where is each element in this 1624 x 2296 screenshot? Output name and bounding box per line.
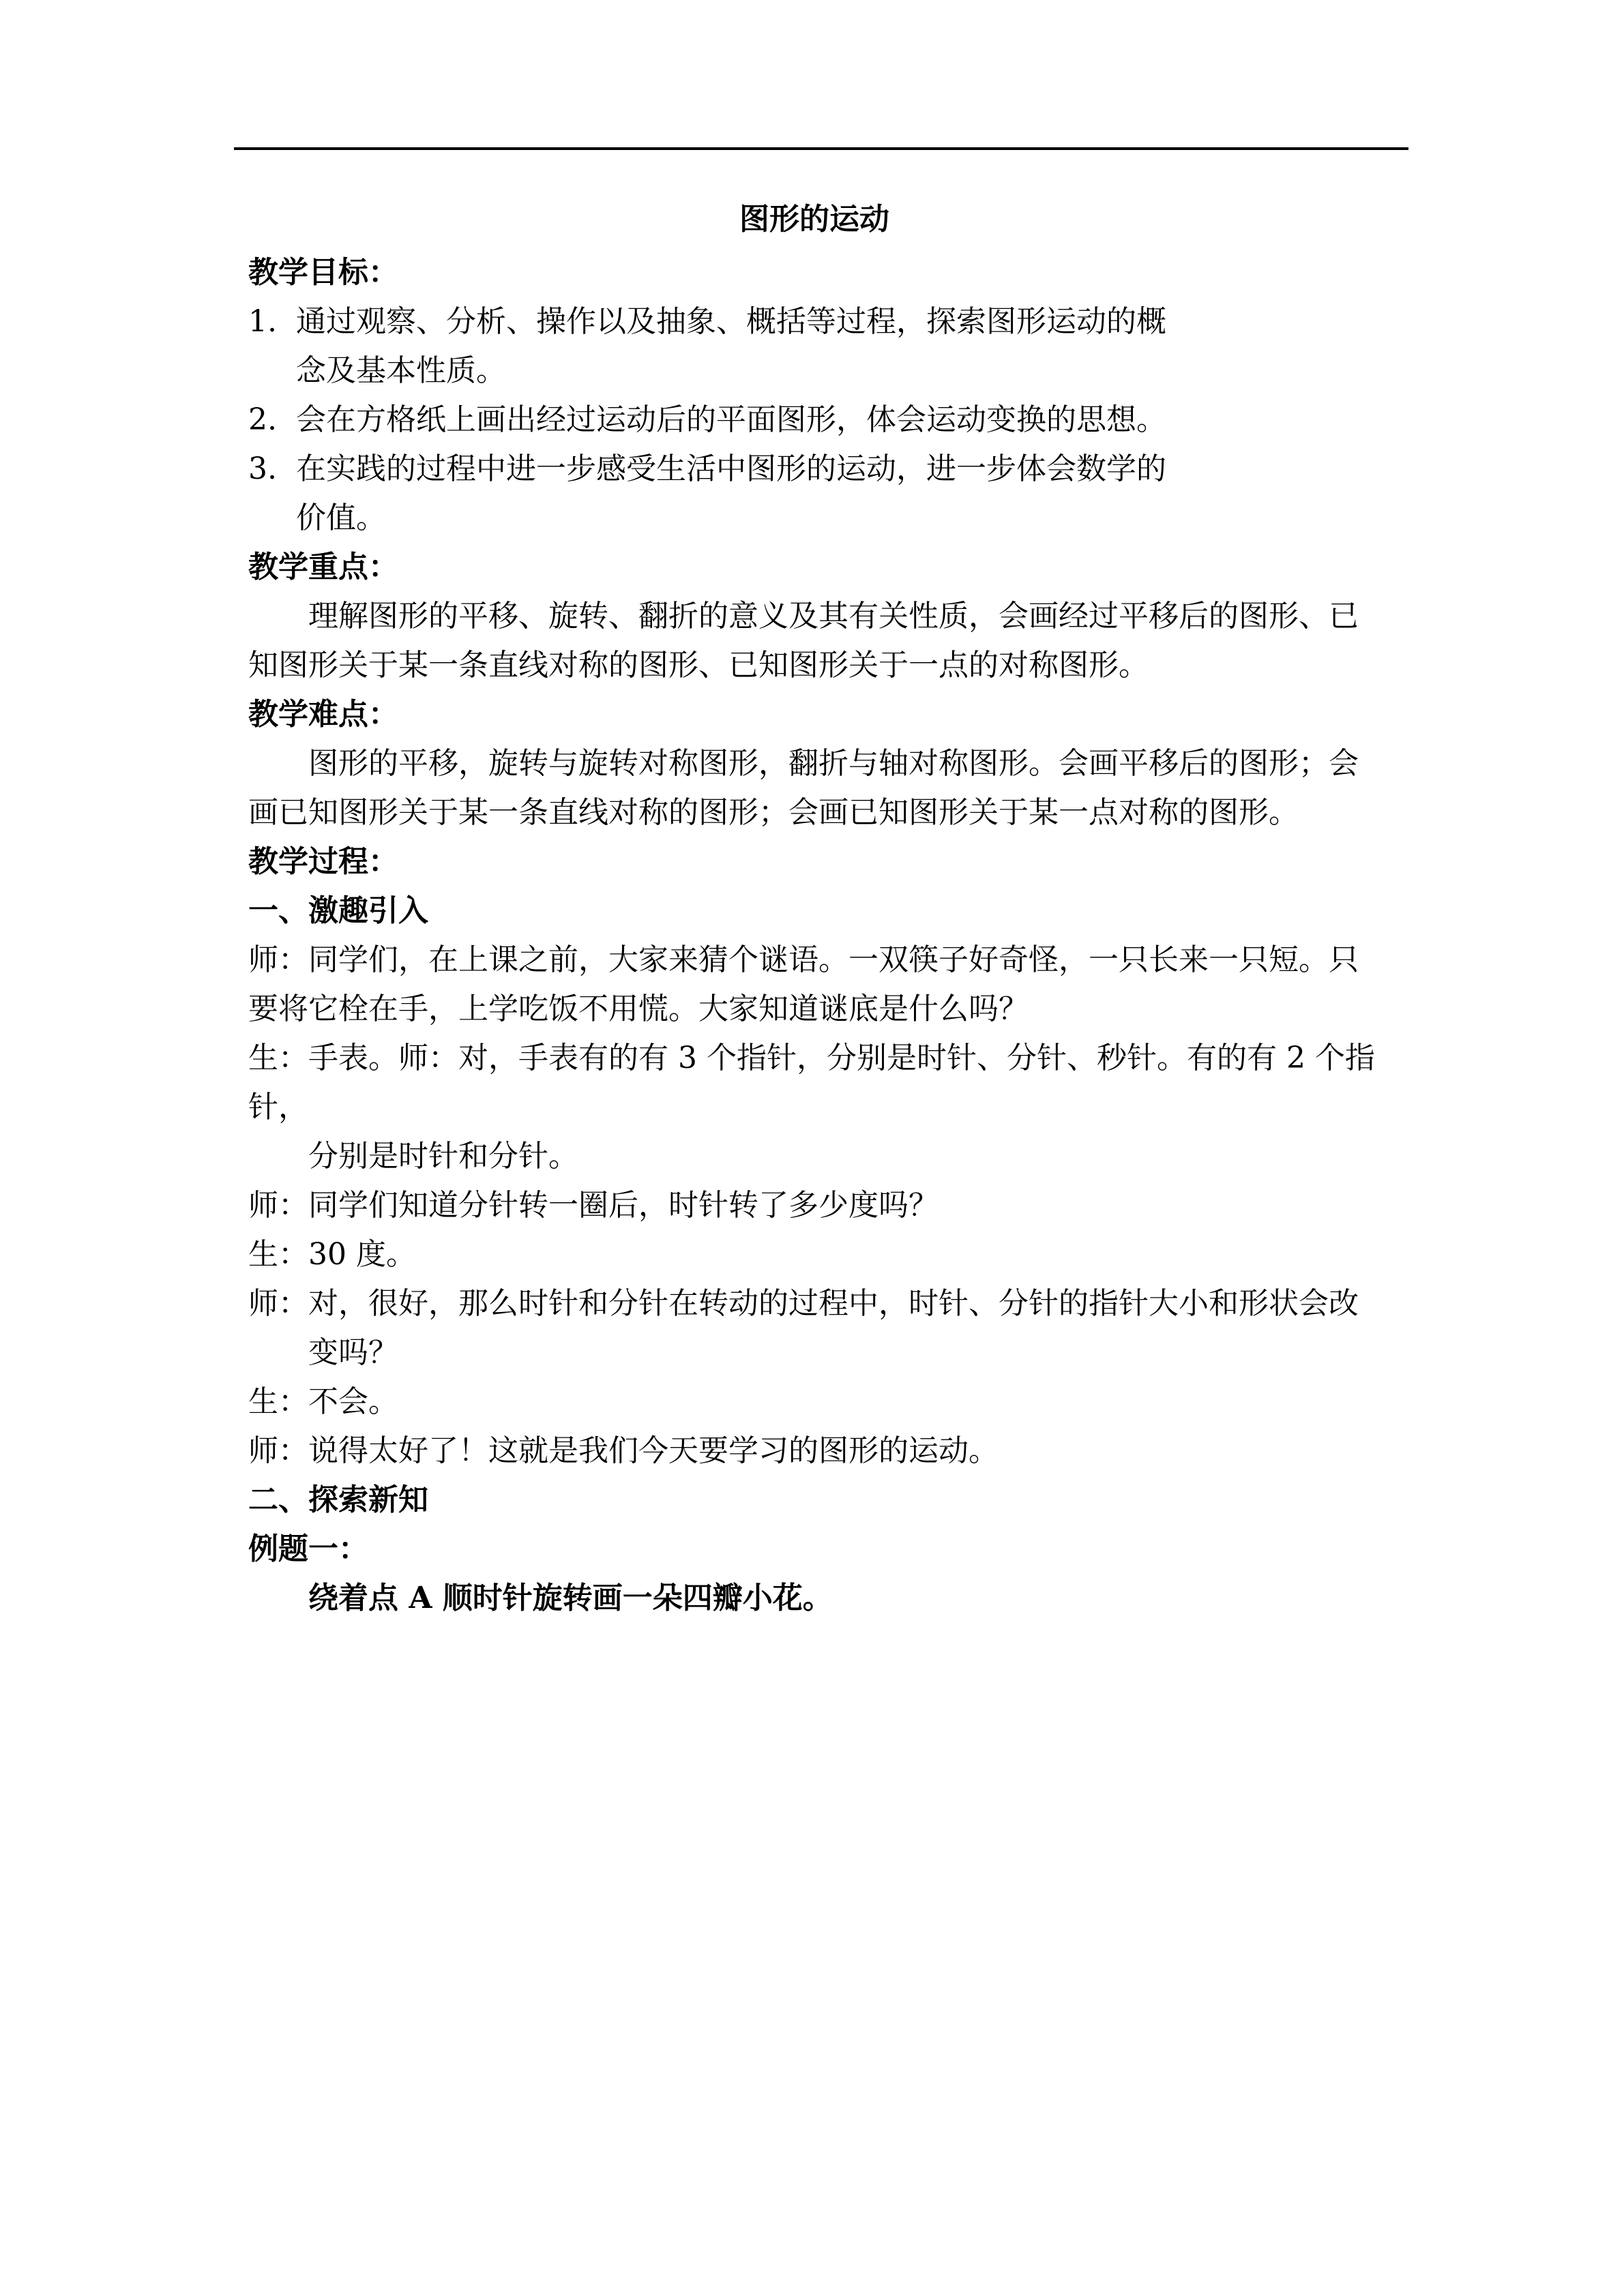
dialogue-line: 师：同学们知道分针转一圈后，时针转了多少度吗？ [248, 1188, 939, 1223]
key-points-heading: 教学重点： [248, 550, 398, 584]
objective-text: 会在方格纸上画出经过运动后的平面图形，体会运动变换的思想。 [296, 402, 1166, 437]
objective-number: 1. [248, 304, 277, 339]
objective-item-2 [248, 396, 1169, 445]
objective-item-3 [248, 445, 1169, 543]
difficulties-text: 图形的平移，旋转与旋转对称图形，翻折与轴对称图形。会画平移后的图形；会画已知图形关于某一条直线对称的图形；会画已知图形关于某一点对称的图形。 [248, 746, 1359, 830]
dialogue-line: 师：对，很好，那么时针和分针在转动的过程中，时针、分针的指针大小和形状会改变吗？ [248, 1286, 1359, 1370]
difficulties-heading: 教学难点： [248, 697, 398, 732]
key-points-text: 理解图形的平移、旋转、翻折的意义及其有关性质，会画经过平移后的图形、已知图形关于某一条直线对称的图形、已知图形关于一点的对称图形。 [248, 599, 1359, 683]
dialogue-line: 生：不会。 [248, 1384, 398, 1419]
objective-number: 3. [248, 451, 277, 486]
objective-text: 通过观察、分析、操作以及抽象、概括等过程，探索图形运动的概念及基本性质。 [296, 304, 1166, 388]
document-content [248, 195, 1381, 1623]
objectives-heading: 教学目标： [248, 255, 398, 290]
dialogue-line: 分别是时针和分针。 [308, 1139, 578, 1174]
header-rule [234, 147, 1408, 150]
dialogue-line: 师：说得太好了！这就是我们今天要学习的图形的运动。 [248, 1433, 999, 1468]
objective-number: 2. [248, 402, 277, 437]
dialogue-line: 师：同学们，在上课之前，大家来猜个谜语。一双筷子好奇怪，一只长来一只短。只要将它栓在手，上学吃饭不用慌。大家知道谜底是什么吗？ [248, 942, 1359, 1026]
objective-text: 在实践的过程中进一步感受生活中图形的运动，进一步体会数学的价值。 [296, 451, 1166, 535]
objective-item-1 [248, 297, 1169, 396]
document-title: 图形的运动 [739, 202, 889, 237]
example-text: 绕着点 A 顺时针旋转画一朵四瓣小花。 [308, 1581, 833, 1615]
dialogue-line: 生：手表。师：对，手表有的有 3 个指针，分别是时针、分针、秒针。有的有 2 个指针， [248, 1041, 1375, 1124]
dialogue-line: 生：30 度。 [248, 1237, 416, 1272]
section1-heading: 一、激趣引入 [248, 893, 428, 928]
process-heading: 教学过程： [248, 844, 398, 879]
section2-heading: 二、探索新知 [248, 1482, 428, 1517]
example-heading: 例题一： [248, 1532, 368, 1566]
